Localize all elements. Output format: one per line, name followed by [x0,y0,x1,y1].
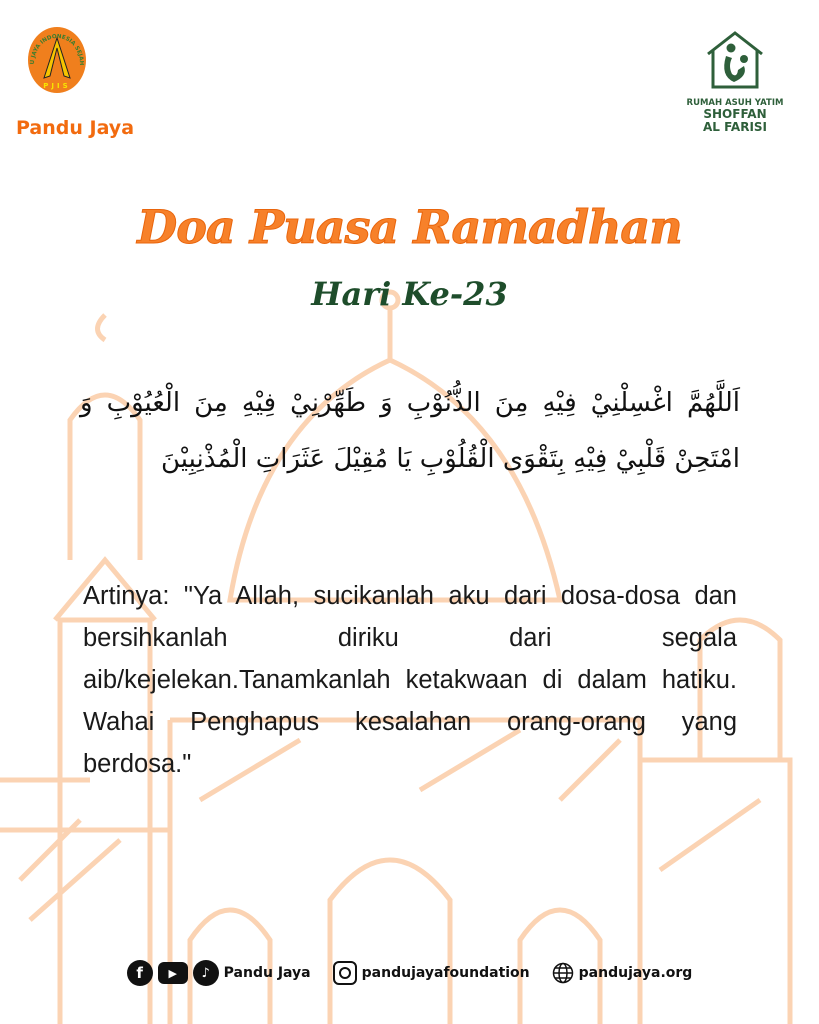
logo-arc-text: U JAYA INDONESIA SEJAH [29,33,85,66]
logo-line2: SHOFFAN [703,107,767,121]
logo-line3: AL FARISI [702,120,768,134]
youtube-icon[interactable]: ▶ [158,962,188,984]
facebook-icon[interactable]: f [127,960,153,986]
instagram-handle: pandujayafoundation [361,965,530,981]
brand-name: Pandu Jaya [16,117,135,139]
rumah-asuh-logo [660,30,810,134]
globe-icon [552,962,574,984]
website-link[interactable]: pandujaya.org [578,965,693,981]
page-subtitle: Hari Ke-23 [311,275,508,313]
logo-initials: PJIS [43,82,71,90]
pjis-logo [24,18,90,102]
tiktok-icon[interactable]: ♪ [193,960,219,986]
social-name: Pandu Jaya [223,965,311,981]
footer [0,960,819,986]
instagram-icon[interactable] [333,961,357,985]
house-family-icon [704,30,766,90]
logo-line1: RUMAH ASUH YATIM [686,98,784,108]
arabic-prayer: اَللَّهُمَّ اغْسِلْنِيْ فِيْهِ مِنَ الذُّنُوْبِ وَ طَهِّرْنِيْ فِيْهِ مِنَ الْعُيُوْبِ وَ امْتَحِنْ قَلْبِيْ فِيْهِ بِتَقْوَى الْقُلُوْبِ يَا مُقِيْلَ عَثَرَاتِ الْمُذْنِبِيْنَ [80,388,740,474]
prayer-translation: Artinya: "Ya Allah, sucikanlah aku dari dosa-dosa dan bersihkanlah diriku dari segala aib/kejelekan.Tanamkanlah ketakwaan di dalam hatiku. Wahai Penghapus kesalahan orang-orang yang berdosa." [83,582,737,778]
page-title: Doa Puasa Ramadhan [137,200,682,254]
